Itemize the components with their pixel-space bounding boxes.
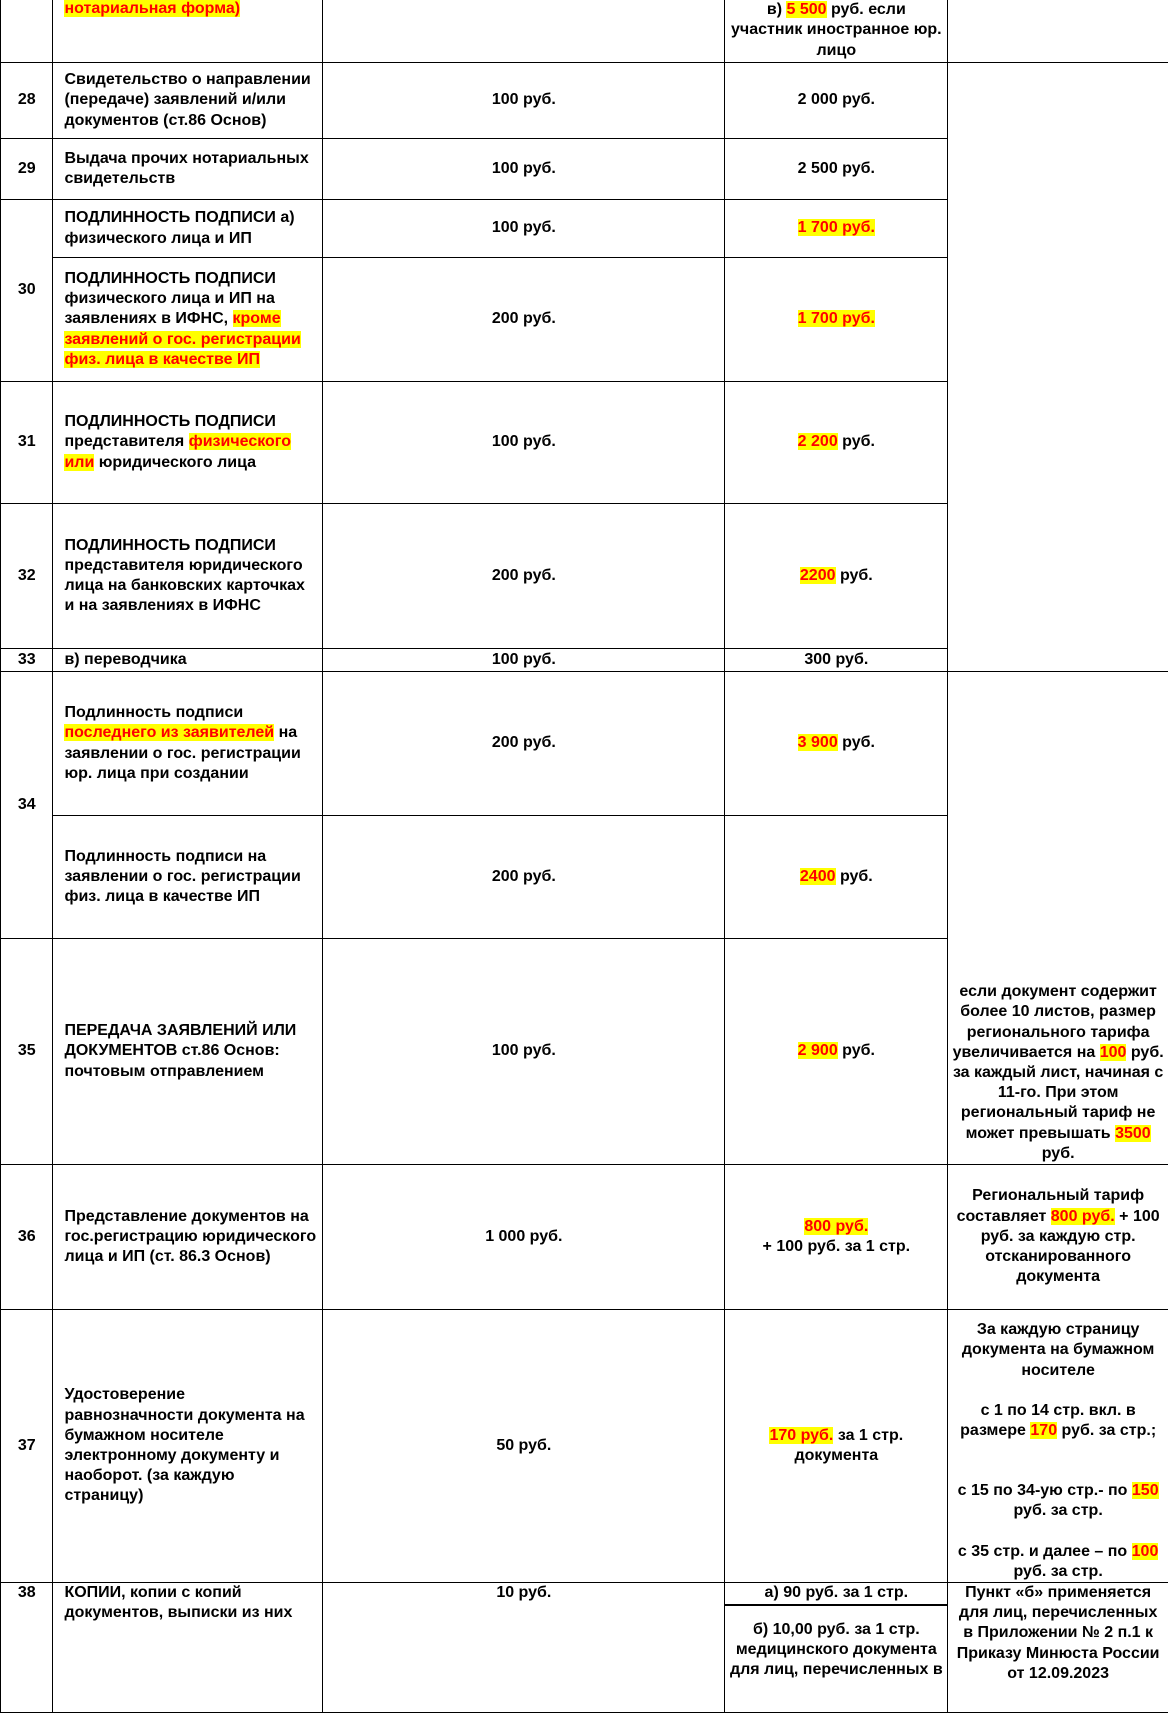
regional-tariff: 2400 руб. — [725, 816, 948, 939]
regional-tariff: 170 руб. за 1 стр. документа — [725, 1310, 948, 1583]
note-cell: Пункт «б» применяется для лиц, перечисленных в Приложении № 2 п.1 к Приказу Минюста России от 12.09.2023 — [948, 1583, 1168, 1713]
row-number: 36 — [1, 1165, 53, 1310]
service-description: Свидетельство о направлении (передаче) заявлений и/или документов (ст.86 Основ) — [53, 63, 323, 139]
regional-tariff: в) 5 500 руб. если участник иностранное юр. лицо — [725, 0, 948, 63]
regional-tariff: 2 500 руб. — [725, 139, 948, 200]
federal-tariff: 100 руб. — [323, 200, 725, 258]
note-cell: Региональный тариф составляет 800 руб. + 100 руб. за каждую стр. отсканированного документа — [948, 1165, 1168, 1310]
note-cell: За каждую страницу документа на бумажном носителе с 1 по 14 стр. вкл. в размере 170 руб. за стр.; с 15 по 34-ую стр.- по 150 руб. за стр. с 35 стр. и далее – по 100 руб. за стр. — [948, 1310, 1168, 1583]
federal-tariff: 50 руб. — [323, 1310, 725, 1583]
row-number: 29 — [1, 139, 53, 200]
row-number: 33 — [1, 649, 53, 672]
federal-tariff: 100 руб. — [323, 649, 725, 672]
service-description: Удостоверение равнозначности документа на бумажном носителе электронному документу и наоборот. (за каждую страницу) — [53, 1310, 323, 1583]
federal-tariff: 10 руб. — [323, 1583, 725, 1713]
table-row — [1, 1310, 1168, 1583]
service-description: ПОДЛИННОСТЬ ПОДПИСИ физического лица и ИП на заявлениях в ИФНС, кроме заявлений о гос. регистрации физ. лица в качестве ИП — [53, 258, 323, 382]
service-description: в) переводчика — [53, 649, 323, 672]
service-description: нотариальная форма) — [53, 0, 323, 63]
table-row — [1, 63, 1168, 139]
service-description: Подлинность подписи на заявлении о гос. регистрации физ. лица в качестве ИП — [53, 816, 323, 939]
service-description: Выдача прочих нотариальных свидетельств — [53, 139, 323, 200]
service-description: Представление документов на гос.регистрацию юридического лица и ИП (ст. 86.3 Основ) — [53, 1165, 323, 1310]
service-description: ПОДЛИННОСТЬ ПОДПИСИ представителя физического или юридического лица — [53, 382, 323, 504]
service-description: ПОДЛИННОСТЬ ПОДПИСИ а) физического лица и ИП — [53, 200, 323, 258]
regional-tariff: 2200 руб. — [725, 504, 948, 649]
federal-tariff: 200 руб. — [323, 504, 725, 649]
federal-tariff: 100 руб. — [323, 139, 725, 200]
service-description: КОПИИ, копии с копий документов, выписки из них — [53, 1583, 323, 1713]
row-number: 34 — [1, 672, 53, 939]
federal-tariff: 100 руб. — [323, 63, 725, 139]
row-number: 38 — [1, 1583, 53, 1713]
note-cell: если документ содержит более 10 листов, размер регионального тарифа увеличивается на 100 руб. за каждый лист, начиная с 11-го. При этом региональный тариф не может превышать 3500 руб. — [948, 672, 1168, 1165]
regional-tariff: 800 руб. + 100 руб. за 1 стр. — [725, 1165, 948, 1310]
regional-tariff: б) 10,00 руб. за 1 стр. медицинского документа для лиц, перечисленных в — [725, 1605, 948, 1713]
regional-tariff: 3 900 руб. — [725, 672, 948, 816]
service-description: ПЕРЕДАЧА ЗАЯВЛЕНИЙ ИЛИ ДОКУМЕНТОВ ст.86 Основ: почтовым отправлением — [53, 939, 323, 1165]
regional-tariff: 2 200 руб. — [725, 382, 948, 504]
row-number: 35 — [1, 939, 53, 1165]
federal-tariff: 100 руб. — [323, 939, 725, 1165]
table-row — [1, 672, 1168, 816]
row-number: 37 — [1, 1310, 53, 1583]
row-number: 32 — [1, 504, 53, 649]
regional-tariff: 300 руб. — [725, 649, 948, 672]
table-row — [1, 0, 1168, 63]
note-cell — [948, 63, 1168, 672]
federal-tariff: 200 руб. — [323, 672, 725, 816]
federal-tariff: 200 руб. — [323, 816, 725, 939]
row-number — [1, 0, 53, 63]
row-number: 28 — [1, 63, 53, 139]
federal-tariff — [323, 0, 725, 63]
regional-tariff: 2 900 руб. — [725, 939, 948, 1165]
row-number: 31 — [1, 382, 53, 504]
table-row — [1, 1583, 1168, 1605]
regional-tariff: а) 90 руб. за 1 стр. — [725, 1583, 948, 1605]
service-description: Подлинность подписи последнего из заявителей на заявлении о гос. регистрации юр. лица при создании — [53, 672, 323, 816]
federal-tariff: 100 руб. — [323, 382, 725, 504]
table-row — [1, 1165, 1168, 1310]
regional-tariff: 2 000 руб. — [725, 63, 948, 139]
service-description: ПОДЛИННОСТЬ ПОДПИСИ представителя юридического лица на банковских карточках и на заявлениях в ИФНС — [53, 504, 323, 649]
row-number: 30 — [1, 200, 53, 382]
regional-tariff: 1 700 руб. — [725, 258, 948, 382]
federal-tariff: 200 руб. — [323, 258, 725, 382]
regional-tariff: 1 700 руб. — [725, 200, 948, 258]
federal-tariff: 1 000 руб. — [323, 1165, 725, 1310]
note-cell — [948, 0, 1168, 63]
